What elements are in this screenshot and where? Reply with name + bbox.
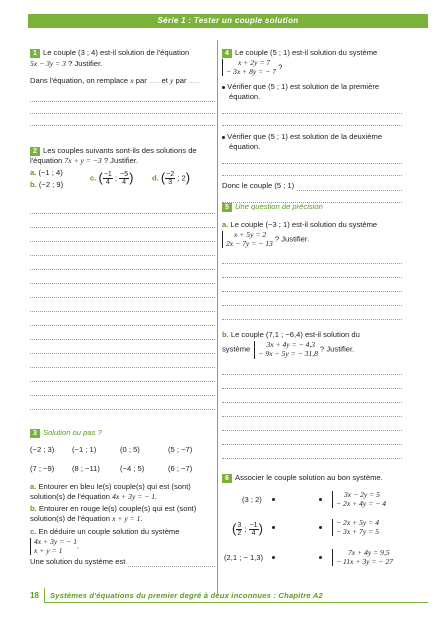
ex6-s3b: − 11x + 3y = − 27 — [336, 556, 394, 566]
ex5-a-label: a. — [222, 220, 229, 229]
ex4-verify-2: Vérifier que (5 ; 1) est solution de la deuxième équation. — [227, 132, 383, 152]
column-divider — [217, 40, 218, 595]
exercise-number: 5 — [222, 203, 232, 212]
answer-line[interactable] — [222, 445, 402, 459]
couple-option[interactable]: (−1 ; 1) — [72, 445, 97, 454]
exercise-2 — [30, 146, 215, 410]
ex5-a-system — [222, 231, 273, 248]
frac-den: 4 — [122, 178, 127, 186]
ex6-system-3 — [332, 549, 393, 566]
ex6-s1a: 3x − 2y = 5 — [344, 490, 380, 499]
answer-line[interactable] — [222, 389, 402, 403]
answer-line[interactable] — [30, 284, 215, 298]
answer-line[interactable] — [30, 200, 215, 214]
ex2-a-value: (−1 ; 4) — [38, 167, 63, 177]
ex6-system-2 — [332, 519, 379, 536]
couple-option[interactable]: (7 ; −9) — [30, 463, 55, 473]
ex1-blank-2[interactable]: ..... — [188, 75, 200, 85]
answer-line[interactable] — [222, 375, 402, 389]
ex5-b-sys-word: système — [222, 344, 251, 354]
page-number: 18 — [30, 591, 39, 600]
ex3-a-text: Entourer en bleu le(s) couple(s) qui est (sont) solution(s) de l'équation — [30, 481, 191, 501]
footer-underline — [44, 602, 428, 603]
ex3-sys-end: . — [77, 541, 80, 551]
ex2-a-label: a. — [30, 167, 37, 177]
exercise-3 — [30, 428, 215, 567]
answer-line[interactable] — [222, 403, 402, 417]
answer-line[interactable] — [30, 102, 215, 114]
couple-option[interactable]: (−4 ; 5) — [120, 463, 145, 473]
ex4-sys-1: x + 2y = 7 — [238, 58, 271, 67]
ex5-a-q: ? Justifier. — [274, 234, 310, 244]
ex6-s2b: − 3x + 7y = 5 — [336, 526, 379, 536]
answer-line[interactable] — [30, 214, 215, 228]
answer-line[interactable] — [222, 431, 402, 445]
ex2-c-label: c. — [90, 173, 97, 183]
ex5-b-text: Le couple (7,1 ; −6,4) est-il solution du — [230, 330, 360, 340]
couple-option[interactable]: (5 ; −7) — [168, 445, 193, 454]
footer-title: Systèmes d'équations du premier degré à deux inconnues : Chapitre A2 — [50, 591, 323, 600]
couple-option[interactable]: (8 ; −11) — [72, 463, 100, 473]
ex5-a-text: Le couple (−3 ; 1) est-il solution du système — [230, 220, 378, 229]
ex2-d-second: 2 — [181, 173, 186, 183]
frac-num: −2 — [166, 170, 175, 178]
answer-line[interactable] — [30, 256, 215, 270]
frac-num: −1 — [249, 521, 258, 529]
ex5-b-label: b. — [222, 330, 229, 340]
ex3-system — [30, 537, 80, 555]
answer-line[interactable] — [222, 417, 402, 431]
match-dot-left-1[interactable] — [272, 498, 275, 501]
answer-line[interactable] — [222, 250, 402, 264]
ex3-sys-1: 4x + 3y = − 1 — [34, 537, 77, 547]
ex6-couple-3: (2,1 ; − 1,3) — [224, 553, 264, 562]
answer-line[interactable] — [222, 264, 402, 278]
ex1-line1: Le couple (3 ; 4) est-il solution de l'équation — [43, 48, 190, 57]
ex3-c-label: c. — [30, 527, 37, 537]
answer-line[interactable] — [222, 278, 402, 292]
answer-line[interactable] — [222, 191, 402, 203]
ex5-b-sys-2: − 9x − 5y = − 31,8 — [258, 348, 318, 358]
couple-option[interactable]: (0 ; 5) — [120, 445, 140, 454]
ex5-a-sys-2: 2x − 7y = − 13 — [226, 238, 273, 248]
exercise-5 — [222, 202, 402, 459]
answer-line[interactable] — [30, 396, 215, 410]
answer-line[interactable] — [30, 298, 215, 312]
exercise-number: 2 — [30, 147, 40, 156]
frac-den: 3 — [168, 178, 173, 186]
answer-line[interactable] — [222, 152, 402, 164]
ex3-couples-grid — [30, 445, 215, 474]
ex3-last: Une solution du système est — [30, 557, 126, 567]
ex6-s3a: 7x + 4y = 9,5 — [348, 548, 390, 557]
frac-num: 3 — [237, 521, 242, 529]
exercise-number: 3 — [30, 429, 40, 438]
ex3-sys-2: x + y = 1 — [34, 545, 63, 555]
ex4-verify-1: Vérifier que (5 ; 1) est solution de la première équation. — [227, 82, 380, 102]
answer-line[interactable] — [30, 368, 215, 382]
frac-den: 4 — [251, 529, 256, 537]
answer-line[interactable] — [222, 102, 402, 114]
answer-line[interactable] — [222, 361, 402, 375]
ex2-line2: l'équation — [30, 156, 63, 165]
frac-den: 2 — [237, 529, 242, 537]
ex2-b-value: (−2 ; 9) — [38, 179, 64, 189]
ex5-b-sys-1: 3x + 4y = − 4,3 — [266, 340, 316, 350]
ex1-x: x — [130, 75, 134, 85]
ex4-system — [222, 59, 276, 76]
footer-divider — [44, 588, 45, 602]
exercise-6 — [222, 473, 402, 585]
frac-den: 4 — [105, 178, 110, 186]
ex2-equation: 7x + y = −3 — [64, 156, 102, 165]
answer-line[interactable] — [30, 340, 215, 354]
match-dot-right-1[interactable] — [319, 498, 322, 501]
ex4-donc: Donc le couple (5 ; 1) — [222, 180, 295, 190]
ex6-s2a: − 2x + 5y = 4 — [336, 518, 379, 527]
ex3-b-eq: x + y = 1. — [112, 514, 143, 524]
ex1-par-1: par — [135, 75, 147, 85]
answer-line[interactable] — [30, 228, 215, 242]
ex4-line1: Le couple (5 ; 1) est-il solution du système — [235, 48, 378, 57]
ex4-answer-line[interactable] — [297, 183, 402, 191]
answer-line[interactable] — [222, 164, 402, 176]
answer-line[interactable] — [30, 312, 215, 326]
answer-line[interactable] — [30, 354, 215, 368]
match-dot-right-3[interactable] — [319, 556, 322, 559]
ex1-equation: 5x − 3y = 3 — [30, 59, 66, 68]
ex1-justify: ? Justifier. — [68, 59, 103, 68]
bullet-icon — [222, 86, 225, 89]
ex2-d-label: d. — [152, 173, 159, 183]
ex1-replace-text: Dans l'équation, on remplace — [30, 75, 129, 85]
answer-line[interactable] — [30, 270, 215, 284]
frac-num: −1 — [103, 170, 112, 178]
answer-line[interactable] — [222, 114, 402, 126]
ex2-d: d. ( $\frac{-2}{3}$ ; 2) — [152, 169, 191, 186]
ex1-y: y — [170, 75, 174, 85]
ex2-line1: Les couples suivants sont-ils des solutions de — [43, 146, 197, 155]
exercise-number: 1 — [30, 49, 40, 58]
ex5-title: Une question de précision — [235, 202, 323, 211]
answer-line[interactable] — [222, 292, 402, 306]
ex4-q: ? — [278, 62, 283, 72]
match-dot-right-2[interactable] — [319, 526, 322, 529]
ex2-justify: ? Justifier. — [103, 156, 139, 165]
ex1-par-2: par — [175, 75, 187, 85]
ex6-couple-2: ( $\frac{3}{2}$ ; $\frac{-1}{4}$ ) — [232, 521, 263, 537]
ex2-b-label: b. — [30, 179, 37, 189]
ex3-b-label: b. — [30, 504, 37, 514]
ex1-et: et — [161, 75, 168, 85]
answer-line[interactable] — [30, 242, 215, 256]
ex6-couple-1: (3 ; 2) — [242, 495, 262, 504]
ex3-answer-line[interactable] — [128, 559, 215, 567]
ex6-system-1 — [332, 491, 386, 508]
exercise-4 — [222, 48, 402, 203]
exercise-number: 6 — [222, 474, 232, 483]
ex6-s1b: − 2x + 4y = − 4 — [336, 498, 387, 508]
bullet-icon — [222, 136, 225, 139]
answer-line[interactable] — [222, 306, 402, 320]
ex3-a-label: a. — [30, 481, 37, 491]
ex3-a-eq: 4x + 3y = − 1. — [112, 491, 157, 501]
ex5-a-sys-1: x + 5y = 2 — [234, 229, 267, 239]
couple-option[interactable]: (−2 ; 3) — [30, 445, 55, 454]
ex2-c: c. ( $\frac{-1}{4}$ ; $\frac{-5}{4}$ ) — [90, 169, 134, 186]
ex4-sys-2: − 3x + 8y = − 7 — [226, 66, 277, 76]
ex5-b-system — [254, 341, 318, 358]
ex5-b-q: ? Justifier. — [320, 344, 355, 354]
exercise-1 — [30, 48, 215, 126]
ex1-blank-1[interactable]: ..... — [148, 75, 160, 85]
ex3-title: Solution ou pas ? — [43, 428, 102, 437]
match-dot-left-3[interactable] — [272, 556, 275, 559]
couple-option[interactable]: (6 ; −7) — [168, 463, 193, 473]
ex3-c-text: En déduire un couple solution du système — [38, 527, 180, 537]
answer-line[interactable] — [30, 382, 215, 396]
answer-line[interactable] — [30, 114, 215, 126]
exercise-number: 4 — [222, 49, 232, 58]
series-banner: Série 1 : Tester un couple solution — [28, 14, 428, 28]
answer-line[interactable] — [30, 90, 215, 102]
frac-num: −5 — [120, 170, 129, 178]
answer-line[interactable] — [30, 326, 215, 340]
ex6-title: Associer le couple solution au bon système. — [235, 473, 383, 482]
ex3-b-text: Entourer en rouge le(s) couple(s) qui est (sont) solution(s) de l'équation — [30, 504, 197, 524]
match-dot-left-2[interactable] — [272, 526, 275, 529]
